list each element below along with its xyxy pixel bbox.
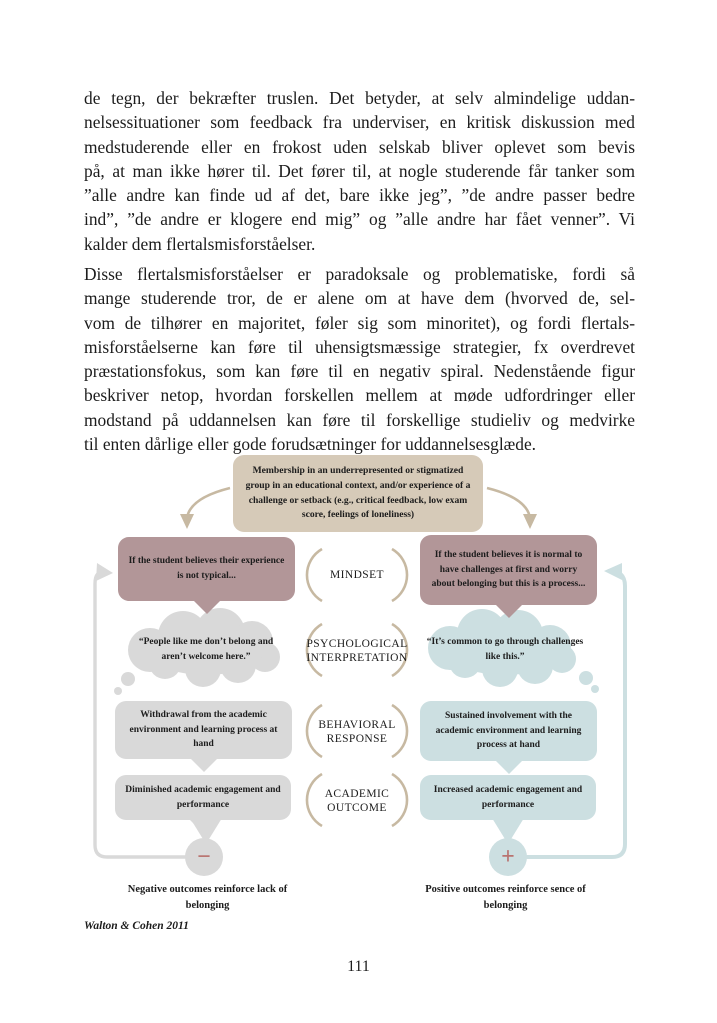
mindset-negative-bubble: If the student believes their experience is not typical... — [118, 537, 295, 601]
label-parentheses-icon — [307, 549, 407, 826]
minus-icon — [185, 838, 223, 876]
outcome-positive-box: Increased academic engagement and performance — [420, 775, 596, 820]
belonging-flowchart — [0, 450, 717, 960]
behavior-negative-bubble: Withdrawal from the academic environment and learning process at hand — [115, 701, 292, 759]
caption-negative: Negative outcomes reinforce lack of belonging — [127, 884, 288, 911]
interpretation-positive-text: “It’s common to go through challenges like this.” — [426, 636, 584, 662]
arrow-top-to-right-icon — [487, 488, 537, 529]
row-label-academic-outcome: ACADEMIC OUTCOME — [324, 787, 390, 814]
behavior-positive-bubble: Sustained involvement with the academic environment and learning process at hand — [420, 701, 597, 761]
interpretation-negative-text: “People like me don’t belong and aren’t welcome here.” — [138, 636, 274, 662]
caption-positive: Positive outcomes reinforce sence of belonging — [425, 884, 586, 911]
row-label-psychological-interpretation: PSYCHOLOGICAL INTERPRETATION — [306, 637, 408, 664]
plus-icon — [489, 838, 527, 876]
arrow-top-to-left-icon — [180, 488, 230, 529]
source-attribution: Walton & Cohen 2011 — [84, 920, 189, 932]
row-label-mindset: MINDSET — [330, 568, 384, 581]
minus-glyph: − — [197, 844, 211, 870]
page-number: 111 — [347, 958, 370, 975]
mindset-positive-bubble: If the student believes it is normal to have challenges at first and worry about belonging but this is a process... — [420, 535, 597, 605]
row-label-behavioral-response: BEHAVIORAL RESPONSE — [318, 718, 396, 745]
outcome-negative-box: Diminished academic engagement and performance — [115, 775, 291, 820]
plus-glyph: + — [501, 844, 515, 870]
paragraph-1: de tegn, der bekræfter truslen. Det betyder, at selv almindelige uddan- nelsessituationer som feedback fra underviser, en kritisk diskussion med medstuderende eller en frokost uden selskab bliver oplevet som bevis på, at man ikke hører til. Det fører til, at nogle studerende får tanker som ”alle andre kan finde ud af det, bare ikke jeg”, ”de andre passer bedre ind”, ”de andre er klogere end mig” og ”alle andre har fået venner”. Vi kalder dem flertalsmisforståelser. — [84, 88, 635, 254]
condition-box: Membership in an underrepresented or stigmatized group in an educational context, and/or experience of a challenge or setback (e.g., critical feedback, low exam score, feelings of loneliness) — [233, 455, 483, 532]
paragraph-2: Disse flertalsmisforståelser er paradoksale og problematiske, fordi så mange studerende tror, de er alene om at have dem (hvorved de, sel- vom de tilhører en majoritet, føler sig som minoritet), og fordi flertals- misforståelserne kan føre til uhensigtsmæssige strategier, fx overdrevet præstationsfokus, som kan føre til en negativ spiral. Nedenstående figur beskriver netop, hvordan forskellen mellem at møde udfordringer eller modstand på uddannelsen kan føre til forskellige studieliv og medvirke til enten dårlige eller gode forudsætninger for uddannelsesglæde. — [84, 264, 635, 455]
